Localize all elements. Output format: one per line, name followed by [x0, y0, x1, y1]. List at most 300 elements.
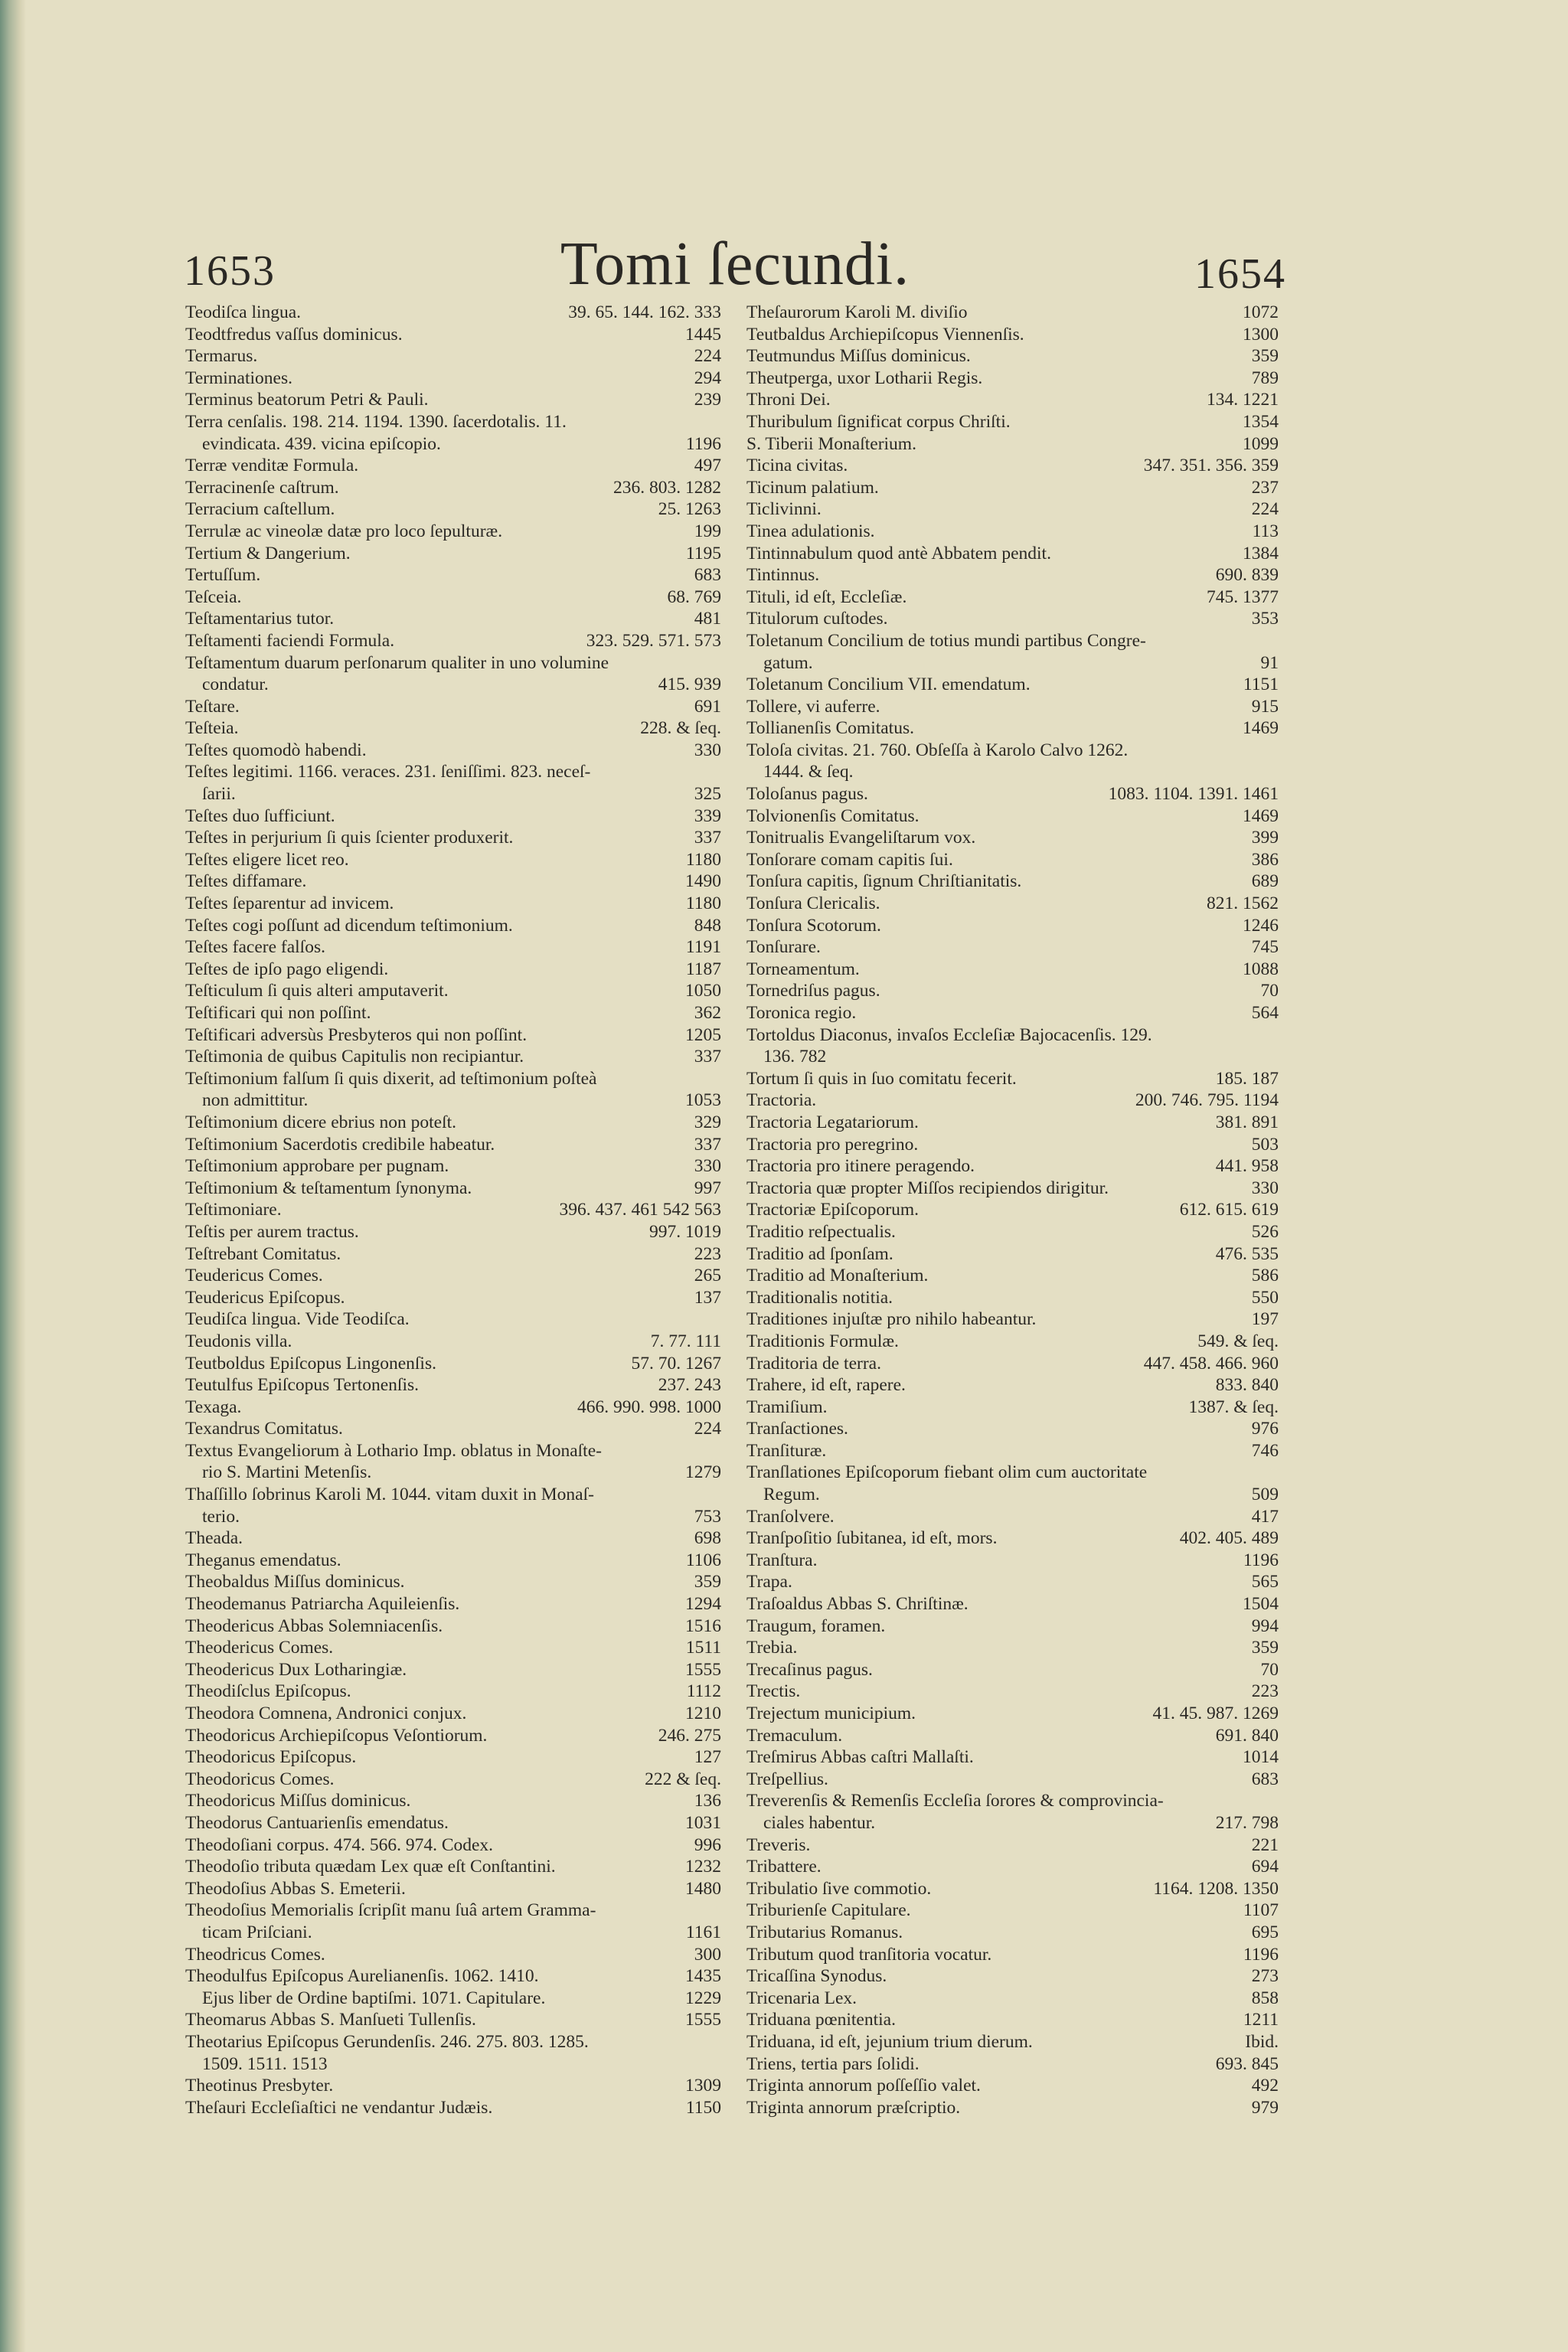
index-entry-pages: 1294 — [685, 1594, 721, 1615]
index-entry-term: Teſtes in perjurium ſi quis ſcienter produxerit. — [185, 828, 514, 848]
index-entry-term: Teſtare. — [185, 696, 240, 717]
index-entry-term: Trejectum municipium. — [746, 1704, 916, 1723]
index-entry-pages: 337 — [694, 1047, 721, 1067]
index-entry-term: Teſtes quomodò habendi. — [185, 740, 367, 760]
index-entry-term: Tractoria pro peregrino. — [746, 1134, 919, 1155]
index-entry-pages: 565 — [1251, 1572, 1279, 1592]
index-entry-pages: 228. & ſeq. — [640, 718, 721, 739]
index-entry — [185, 1746, 721, 1769]
index-entry-term: Tollianenſis Comitatus. — [746, 718, 914, 739]
index-entry-term: Triduana pœnitentia. — [746, 2010, 896, 2030]
index-entry — [185, 2097, 721, 2119]
index-entry — [185, 1112, 721, 1134]
index-entry-pages: 1555 — [685, 2010, 721, 2030]
index-entry-term: Teſticulum ſi quis alteri amputaverit. — [185, 981, 449, 1001]
index-entry-pages: 127 — [694, 1747, 721, 1768]
index-entry-term: Teſtimonium & teſtamentum ſynonyma. — [185, 1178, 472, 1198]
index-entry-term: Tractoria Legatariorum. — [746, 1112, 919, 1132]
index-entry-pages: 353 — [1251, 609, 1279, 629]
index-entry-term: Teudonis villa. — [185, 1331, 292, 1351]
index-entry — [746, 1331, 1279, 1353]
index-entry — [746, 477, 1279, 499]
index-entry-term: Thaſſillo ſobrinus Karoli M. 1044. vitam duxit in Monaſ- — [185, 1485, 594, 1505]
index-entry-pages: 337 — [694, 828, 721, 848]
index-entry-pages: 481 — [694, 609, 721, 629]
index-entry — [746, 1353, 1279, 1375]
index-entry — [746, 849, 1279, 871]
index-entry — [185, 1593, 721, 1615]
index-entry-pages: 1106 — [685, 1550, 721, 1570]
index-entry-term: Tranſpoſitio ſubitanea, id eſt, mors. — [746, 1528, 998, 1549]
index-entry — [746, 915, 1279, 937]
index-entry-term: Tricenaria Lex. — [746, 1988, 857, 2008]
index-entry-pages: 1511 — [685, 1638, 721, 1658]
index-entry-term: Theodoſiani corpus. 474. 566. 974. Codex. — [185, 1834, 494, 1855]
index-entry-pages: 689 — [1251, 871, 1279, 892]
index-entry-pages: 994 — [1251, 1615, 1279, 1636]
index-entry-term: Tractoria. — [746, 1090, 817, 1111]
index-entry-term: Theodulfus Epiſcopus Aurelianenſis. 1062. 1410. — [185, 1966, 539, 1987]
index-entry-term: Treverenſis & Remenſis Eccleſia ſorores & comprovincia- — [746, 1791, 1164, 1811]
index-entry-pages: 1232 — [685, 1857, 721, 1877]
index-entry — [185, 1988, 721, 2010]
index-entry — [185, 2075, 721, 2097]
index-entry-pages: 1469 — [1243, 718, 1279, 739]
index-entry-term: Teſtes facere falſos. — [185, 937, 325, 958]
index-entry — [185, 1353, 721, 1375]
index-entry-pages: 224 — [1251, 499, 1279, 520]
index-entry — [185, 1725, 721, 1747]
index-entry-pages: 113 — [1252, 521, 1279, 541]
index-entry — [746, 1659, 1279, 1681]
index-entry-pages: 694 — [1251, 1857, 1279, 1877]
index-entry-pages: 1191 — [685, 937, 721, 958]
index-entry-term: 1444. & ſeq. — [763, 762, 854, 782]
index-entry — [746, 893, 1279, 915]
index-entry-pages: 1246 — [1243, 915, 1279, 936]
index-entry — [185, 1484, 721, 1506]
index-entry — [185, 980, 721, 1002]
index-entry-pages: 1384 — [1243, 543, 1279, 564]
index-entry-pages: 497 — [694, 456, 721, 476]
index-entry-pages: 223 — [1251, 1681, 1279, 1702]
index-entry-pages: 137 — [694, 1287, 721, 1308]
index-entry — [185, 477, 721, 499]
index-entry-pages: 1180 — [685, 893, 721, 914]
index-entry — [185, 827, 721, 849]
index-entry — [746, 1440, 1279, 1462]
index-entry-pages: 39. 65. 144. 162. 333 — [568, 302, 721, 322]
index-entry — [185, 1637, 721, 1659]
index-entry-pages: 300 — [694, 1944, 721, 1965]
index-entry — [185, 1068, 721, 1090]
index-entry-term: Traditio ad Monaſterium. — [746, 1266, 929, 1286]
index-entry-pages: 1205 — [685, 1024, 721, 1045]
index-entry-term: Theganus emendatus. — [185, 1550, 341, 1570]
index-entry — [185, 1046, 721, 1068]
index-entry-pages: 330 — [1251, 1178, 1279, 1198]
index-entry — [746, 1265, 1279, 1287]
index-entry-term: Tributum quod tranſitoria vocatur. — [746, 1944, 992, 1965]
index-entry-term: Traſoaldus Abbas S. Chriſtinæ. — [746, 1594, 969, 1615]
index-entry-term: Toronica regio. — [746, 1003, 857, 1023]
index-entry-pages: 224 — [694, 346, 721, 367]
index-entry-term: Theodericus Abbas Solemniacenſis. — [185, 1615, 443, 1636]
index-entry-pages: 691 — [694, 696, 721, 717]
index-entry-term: Theodorus Cantuarienſis emendatus. — [185, 1812, 449, 1833]
index-entry-pages: 246. 275 — [658, 1725, 721, 1746]
index-entry-term: Theodoſius Abbas S. Emeterii. — [185, 1878, 406, 1899]
index-entry-term: Treſpellius. — [746, 1769, 828, 1789]
index-entry-term: terio. — [202, 1506, 240, 1527]
index-entry — [746, 1593, 1279, 1615]
index-entry-term: Ticinum palatium. — [746, 477, 879, 498]
index-entry — [185, 2053, 721, 2076]
index-entry-term: Tonſura Clericalis. — [746, 893, 880, 914]
index-entry-pages: 339 — [694, 805, 721, 826]
page-header — [184, 230, 1286, 306]
index-entry-term: ticam Priſciani. — [202, 1922, 312, 1942]
index-entry-pages: 323. 529. 571. 573 — [586, 630, 721, 651]
index-entry — [185, 1089, 721, 1112]
index-entry-pages: 492 — [1251, 2076, 1279, 2096]
index-entry-term: Tollere, vi auferre. — [746, 696, 880, 717]
index-entry-pages: 415. 939 — [658, 675, 721, 695]
index-entry-term: evindicata. 439. vicina epiſcopio. — [202, 433, 441, 454]
index-entry — [185, 630, 721, 652]
index-entry-term: Terrulæ ac vineolæ datæ pro loco ſepulturæ. — [185, 521, 503, 541]
index-entry — [746, 1746, 1279, 1769]
index-entry-term: Traditionis Formulæ. — [746, 1331, 899, 1351]
index-entry-term: Teodtfredus vaſſus dominicus. — [185, 324, 403, 345]
index-entry — [185, 740, 721, 762]
index-entry — [746, 1002, 1279, 1024]
index-entry-pages: 362 — [694, 1003, 721, 1023]
index-entry-term: Toletanum Concilium VII. emendatum. — [746, 675, 1031, 695]
index-entry-pages: 224 — [694, 1419, 721, 1439]
index-entry-pages: 134. 1221 — [1207, 390, 1279, 410]
index-entry-term: Tintinnabulum quod antè Abbatem pendit. — [746, 543, 1051, 564]
index-entry-term: Triduana, id eſt, jejunium trium dierum. — [746, 2031, 1033, 2052]
page-title: Tomi ſecundi. — [560, 230, 910, 298]
index-entry — [185, 674, 721, 696]
index-entry — [185, 1024, 721, 1047]
index-entry-term: Termarus. — [185, 346, 258, 367]
index-entry-pages: 997. 1019 — [649, 1221, 721, 1242]
index-entry-pages: 396. 437. 461 542 563 — [559, 1200, 721, 1220]
index-entry-pages: 1031 — [685, 1812, 721, 1833]
index-entry-pages: 402. 405. 489 — [1179, 1528, 1279, 1549]
index-entry — [185, 1002, 721, 1024]
index-entry — [185, 411, 721, 433]
index-entry-pages: 1164. 1208. 1350 — [1153, 1878, 1279, 1899]
index-entry — [746, 717, 1279, 740]
index-entry-term: Tonitrualis Evangeliſtarum vox. — [746, 828, 976, 848]
index-entry — [185, 1506, 721, 1528]
index-entry — [185, 389, 721, 411]
index-entry-term: Throni Dei. — [746, 390, 831, 410]
index-entry — [746, 2075, 1279, 2097]
index-entry-pages: 7. 77. 111 — [650, 1331, 721, 1351]
index-entry — [746, 1112, 1279, 1134]
index-entry — [185, 608, 721, 630]
index-entry-pages: 691. 840 — [1215, 1725, 1279, 1746]
index-entry-pages: 91 — [1260, 652, 1279, 673]
index-entry — [185, 1331, 721, 1353]
book-spine-edge — [0, 0, 26, 2352]
index-entry-term: Toloſanus pagus. — [746, 784, 868, 805]
index-entry-term: Tornedriſus pagus. — [746, 981, 880, 1001]
index-entry — [746, 498, 1279, 521]
index-entry-pages: 976 — [1251, 1419, 1279, 1439]
index-entry-term: Ticlivinni. — [746, 499, 822, 520]
index-entry-pages: 858 — [1251, 1988, 1279, 2008]
index-entry-term: Teſtamentum duarum perſonarum qualiter in uno volumine — [185, 652, 609, 673]
index-entry-term: Trahere, id eſt, rapere. — [746, 1375, 906, 1396]
index-entry — [185, 1944, 721, 1966]
index-entry-pages: 1504 — [1243, 1594, 1279, 1615]
index-entry-term: Teſtimonium dicere ebrius non poteſt. — [185, 1112, 457, 1132]
index-entry-term: Triens, tertia pars ſolidi. — [746, 2053, 920, 2074]
index-entry-term: Teſtes diffamare. — [185, 871, 307, 892]
index-entry — [746, 2053, 1279, 2076]
index-entry — [746, 1769, 1279, 1791]
index-entry — [185, 521, 721, 543]
index-entry — [746, 1965, 1279, 1988]
index-entry — [185, 1856, 721, 1878]
index-entry — [746, 521, 1279, 543]
index-entry-pages: 294 — [694, 368, 721, 388]
index-entry-pages: 199 — [694, 521, 721, 541]
index-entry — [746, 1418, 1279, 1440]
index-entry — [746, 1506, 1279, 1528]
index-entry-term: Tintinnus. — [746, 565, 820, 586]
index-entry — [185, 368, 721, 390]
index-entry — [746, 674, 1279, 696]
index-entry — [746, 433, 1279, 456]
index-entry-pages: 1210 — [685, 1704, 721, 1723]
index-entry — [746, 324, 1279, 346]
index-entry — [746, 1922, 1279, 1944]
index-entry-term: Traditoria de terra. — [746, 1353, 881, 1374]
index-entry — [185, 1396, 721, 1419]
index-entry-pages: 1053 — [685, 1090, 721, 1111]
index-entry-term: Teſtes duo ſufficiunt. — [185, 805, 335, 826]
index-entry-term: Trebia. — [746, 1638, 798, 1658]
index-entry-pages: 1083. 1104. 1391. 1461 — [1108, 784, 1279, 805]
index-entry-pages: 1195 — [685, 543, 721, 564]
index-entry-pages: 239 — [694, 390, 721, 410]
index-entry-term: Theodoricus Epiſcopus. — [185, 1747, 357, 1768]
index-entry — [746, 2031, 1279, 2053]
index-entry-pages: 359 — [1251, 346, 1279, 367]
index-entry-term: Theodoſio tributa quædam Lex quæ eſt Conſtantini. — [185, 1857, 556, 1877]
index-entry-term: Theomarus Abbas S. Manſueti Tullenſis. — [185, 2010, 476, 2030]
index-entry-term: Theodoricus Miſſus dominicus. — [185, 1791, 411, 1811]
index-entry — [185, 1418, 721, 1440]
index-entry — [185, 936, 721, 959]
index-entry-term: Theodemanus Patriarcha Aquileienſis. — [185, 1594, 460, 1615]
index-entry — [746, 1178, 1279, 1200]
index-entry-pages: 509 — [1251, 1485, 1279, 1505]
index-entry — [746, 871, 1279, 893]
index-entry-pages: 25. 1263 — [658, 499, 721, 520]
index-entry-term: Teſteia. — [185, 718, 239, 739]
index-entry — [185, 1922, 721, 1944]
index-entry — [746, 1089, 1279, 1112]
index-entry-term: Tractoria quæ propter Miſſos recipiendos dirigitur. — [746, 1178, 1109, 1198]
index-entry-term: Theobaldus Miſſus dominicus. — [185, 1572, 405, 1592]
index-entry-pages: 466. 990. 998. 1000 — [577, 1396, 721, 1417]
index-entry-pages: 1161 — [685, 1922, 721, 1942]
index-entry-term: Theodericus Dux Lotharingiæ. — [185, 1659, 407, 1680]
index-entry-pages: 1435 — [685, 1966, 721, 1987]
index-entry — [185, 1462, 721, 1484]
index-entry-pages: 359 — [694, 1572, 721, 1592]
index-entry-pages: 223 — [694, 1243, 721, 1264]
index-entry — [185, 1134, 721, 1156]
index-entry-term: Tonſorare comam capitis ſui. — [746, 849, 953, 870]
index-entry-pages: 337 — [694, 1134, 721, 1155]
index-entry-pages: 612. 615. 619 — [1179, 1200, 1279, 1220]
index-entry-term: Teutulfus Epiſcopus Tertonenſis. — [185, 1375, 419, 1396]
index-entry-term: Tonſura Scotorum. — [746, 915, 881, 936]
index-entry-pages: 1088 — [1243, 959, 1279, 979]
index-entry-pages: 848 — [694, 915, 721, 936]
index-entry — [746, 1134, 1279, 1156]
index-entry — [185, 849, 721, 871]
index-entry — [185, 915, 721, 937]
index-entry-pages: 329 — [694, 1112, 721, 1132]
index-entry-pages: 70 — [1260, 1659, 1279, 1680]
index-entry-term: Teſtrebant Comitatus. — [185, 1243, 341, 1264]
index-entry-term: Teſtes cogi poſſunt ad dicendum teſtimonium. — [185, 915, 513, 936]
index-entry — [185, 893, 721, 915]
index-entry — [746, 1527, 1279, 1550]
index-entry-pages: 1112 — [686, 1681, 721, 1702]
index-entry-pages: 1187 — [685, 959, 721, 979]
index-entry — [185, 652, 721, 675]
index-entry — [185, 586, 721, 609]
index-entry — [746, 805, 1279, 828]
index-entry-term: Teſtes legitimi. 1166. veraces. 231. ſeniſſimi. 823. neceſ- — [185, 762, 591, 782]
index-entry — [746, 2009, 1279, 2031]
index-entry — [746, 1046, 1279, 1068]
index-entry-pages: 1300 — [1243, 324, 1279, 345]
index-entry — [746, 936, 1279, 959]
index-entry-term: Toloſa civitas. 21. 760. Obſeſſa à Karolo Calvo 1262. — [746, 740, 1129, 760]
index-entry — [185, 1550, 721, 1572]
index-entry-term: Tranſtura. — [746, 1550, 818, 1570]
index-entry-term: Terminationes. — [185, 368, 292, 388]
index-entry-term: Teſtificari qui non poſſint. — [185, 1003, 371, 1023]
index-entry — [746, 1243, 1279, 1266]
index-entry — [185, 1900, 721, 1922]
index-entry-pages: 1107 — [1243, 1900, 1279, 1921]
index-entry-term: Theodoricus Comes. — [185, 1769, 335, 1789]
index-entry — [746, 630, 1279, 652]
index-entry-term: Teſtimoniare. — [185, 1200, 282, 1220]
index-entry — [185, 1571, 721, 1593]
index-entry-term: Terræ venditæ Formula. — [185, 456, 359, 476]
index-entry-term: Teutbaldus Archiepiſcopus Viennenſis. — [746, 324, 1024, 345]
index-entry-term: Textus Evangeliorum à Lothario Imp. oblatus in Monaſte- — [185, 1440, 602, 1461]
index-entry — [746, 1374, 1279, 1396]
index-entry-pages: 386 — [1251, 849, 1279, 870]
index-entry — [746, 1068, 1279, 1090]
index-entry-pages: 265 — [694, 1266, 721, 1286]
index-entry — [185, 1878, 721, 1900]
index-entry — [746, 980, 1279, 1002]
index-entry — [746, 1462, 1279, 1484]
index-entry — [185, 498, 721, 521]
index-entry — [185, 1790, 721, 1812]
index-entry-term: Teudericus Epiſcopus. — [185, 1287, 345, 1308]
index-entry-pages: 476. 535 — [1215, 1243, 1279, 1264]
index-entry-term: 136. 782 — [763, 1047, 827, 1067]
index-entry-term: Theodoſius Memorialis ſcripſit manu ſuâ artem Gramma- — [185, 1900, 596, 1921]
index-entry-pages: 330 — [694, 740, 721, 760]
index-entry-term: Tributarius Romanus. — [746, 1922, 903, 1942]
index-entry — [185, 1374, 721, 1396]
index-entry-pages: Ibid. — [1245, 2031, 1279, 2052]
index-entry — [185, 564, 721, 586]
index-entry — [746, 455, 1279, 477]
index-entry-term: ciales habentur. — [763, 1812, 876, 1833]
index-entry — [746, 345, 1279, 368]
index-entry-pages: 683 — [694, 565, 721, 586]
index-entry-term: Tranſlationes Epiſcoporum fiebant olim cum auctoritate — [746, 1462, 1148, 1483]
index-entry-pages: 996 — [694, 1834, 721, 1855]
index-entry-pages: 197 — [1251, 1309, 1279, 1330]
index-entry-term: Teſtis per aurem tractus. — [185, 1221, 359, 1242]
index-entry-pages: 325 — [694, 784, 721, 805]
index-entry-pages: 1151 — [1243, 675, 1279, 695]
index-entry-pages: 222 & ſeq. — [645, 1769, 721, 1789]
index-entry — [185, 1221, 721, 1243]
index-entry-term: Theodoricus Archiepiſcopus Veſontiorum. — [185, 1725, 488, 1746]
index-entry-pages: 745. 1377 — [1207, 586, 1279, 607]
index-entry — [185, 2031, 721, 2053]
index-entry-pages: 237. 243 — [658, 1375, 721, 1396]
index-entry-pages: 447. 458. 466. 960 — [1143, 1353, 1279, 1374]
index-entry-term: Thuribulum ſignificat corpus Chriſti. — [746, 411, 1011, 432]
index-entry-term: Tertium & Dangerium. — [185, 543, 351, 564]
index-entry — [746, 1484, 1279, 1506]
index-entry-pages: 821. 1562 — [1207, 893, 1279, 914]
index-entry-pages: 359 — [1251, 1638, 1279, 1658]
index-entry-term: Treſmirus Abbas caſtri Mallaſti. — [746, 1747, 974, 1768]
index-entry — [185, 455, 721, 477]
index-entry-pages: 273 — [1251, 1966, 1279, 1987]
index-entry — [746, 1703, 1279, 1725]
index-entry-term: 1509. 1511. 1513 — [202, 2053, 328, 2074]
index-entry — [746, 1944, 1279, 1966]
index-entry-pages: 693. 845 — [1215, 2053, 1279, 2074]
index-entry — [185, 1287, 721, 1309]
index-entry — [185, 761, 721, 783]
index-entry — [185, 717, 721, 740]
index-entry-term: Tertuſſum. — [185, 565, 261, 586]
index-entry — [185, 805, 721, 828]
index-entry-pages: 236. 803. 1282 — [613, 477, 721, 498]
index-entry-pages: 698 — [694, 1528, 721, 1549]
index-entry-pages: 586 — [1251, 1266, 1279, 1286]
index-entry — [185, 959, 721, 981]
index-entry-term: Teſtimonium Sacerdotis credibile habeatur. — [185, 1134, 495, 1155]
index-entry-term: Tricaſſina Synodus. — [746, 1966, 887, 1987]
index-entry — [746, 652, 1279, 675]
